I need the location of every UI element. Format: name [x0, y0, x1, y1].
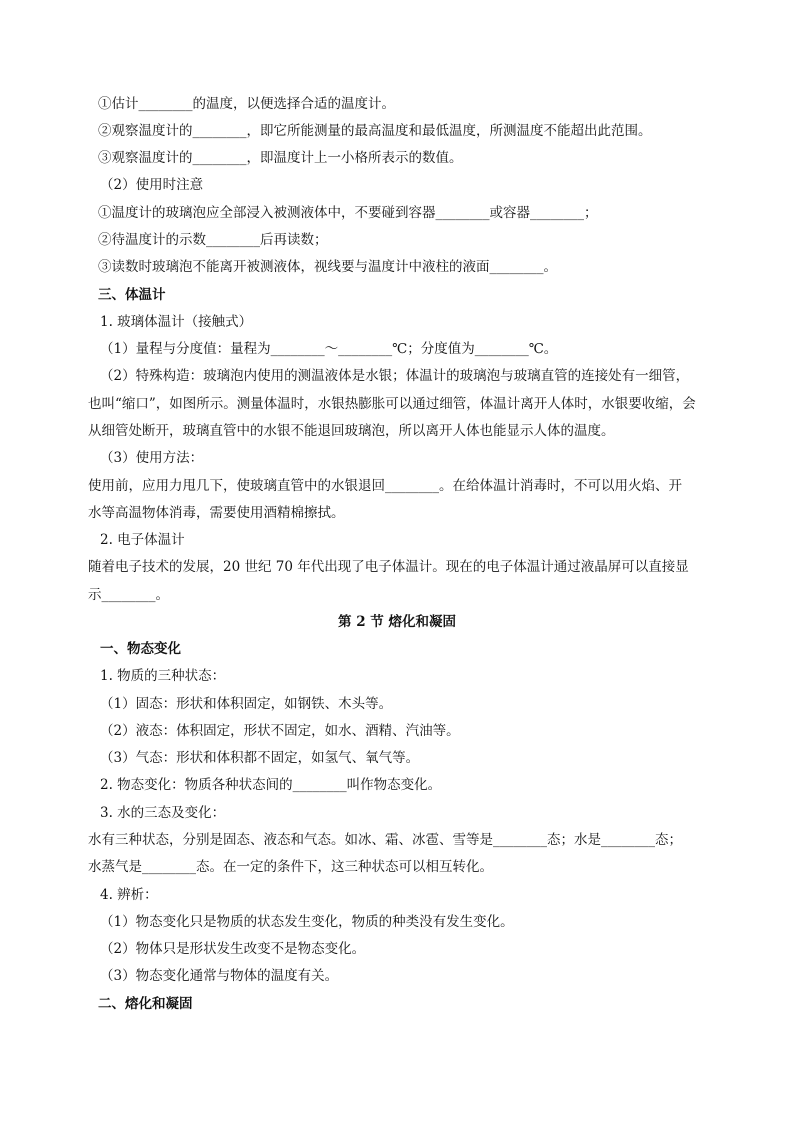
subheading: 1. 玻璃体温计（接触式）: [100, 314, 253, 330]
subheading: 2. 电子体温计: [100, 532, 185, 548]
text-line: （2）液态：体积固定，形状不固定，如水、酒精、汽油等。: [100, 723, 460, 739]
text-line: ②观察温度计的________，即它所能测量的最高温度和最低温度，所测温度不能超出此范围。: [98, 123, 652, 139]
subheading: 1. 物质的三种状态：: [100, 668, 226, 684]
text-line: 水有三种状态，分别是固态、液态和气态。如冰、霜、冰雹、雪等是________态；水是________态；: [88, 832, 682, 848]
text-line: 也叫“缩口”，如图所示。测量体温时，水银热膨胀可以通过细管，体温计离开人体时，水银要收缩，会: [88, 396, 696, 412]
text-line: 从细管处断开，玻璃直管中的水银不能退回玻璃泡，所以离开人体也能显示人体的温度。: [88, 423, 615, 439]
text-line: （3）物态变化通常与物体的温度有关。: [100, 968, 339, 984]
subheading: （3）使用方法：: [100, 450, 204, 466]
text-line: ②待温度计的示数________后再读数；: [98, 232, 328, 248]
text-line: （3）气态：形状和体积都不固定，如氢气、氧气等。: [100, 750, 420, 766]
section-heading: 三、体温计: [98, 287, 166, 303]
section-heading: 二、熔化和凝固: [98, 996, 193, 1012]
text-line: 示________。: [88, 587, 169, 603]
subheading: （2）使用时注意: [100, 177, 204, 193]
section-heading: 一、物态变化: [100, 641, 181, 657]
text-line: ③读数时玻璃泡不能离开被测液体，视线要与温度计中液柱的液面________。: [98, 259, 557, 275]
text-line: 水蒸气是________态。在一定的条件下，这三种状态可以相互转化。: [88, 859, 493, 875]
text-line: 使用前，应用力甩几下，使玻璃直管中的水银退回________。在给体温计消毒时，不可以用火焰、开: [88, 478, 682, 494]
text-line: （1）量程与分度值：量程为________～________℃；分度值为________℃。: [100, 341, 558, 357]
text-line: （1）物态变化只是物质的状态发生变化，物质的种类没有发生变化。: [100, 914, 514, 930]
text-line: 水等高温物体消毒，需要使用酒精棉擦拭。: [88, 505, 345, 521]
text-line: （2）物体只是形状发生改变不是物态变化。: [100, 941, 366, 957]
subheading: 4. 辨析：: [100, 887, 158, 903]
text-line: （1）固态：形状和体积固定，如钢铁、木头等。: [100, 696, 393, 712]
chapter-title: 第 2 节 熔化和凝固: [338, 614, 456, 630]
text-line: ①估计________的温度，以便选择合适的温度计。: [98, 96, 395, 112]
text-line: 随着电子技术的发展，20 世纪 70 年代出现了电子体温计。现在的电子体温计通过液晶屏可以直接显: [88, 559, 689, 575]
subheading: 3. 水的三态及变化：: [100, 805, 226, 821]
text-line: ③观察温度计的________，即温度计上一小格所表示的数值。: [98, 150, 463, 166]
text-line: 2. 物态变化：物质各种状态间的________叫作物态变化。: [100, 777, 442, 793]
text-line: ①温度计的玻璃泡应全部浸入被测液体中，不要碰到容器________或容器________；: [98, 205, 598, 221]
text-line: （2）特殊构造：玻璃泡内使用的测温液体是水银；体温计的玻璃泡与玻璃直管的连接处有一细管，: [100, 368, 690, 384]
